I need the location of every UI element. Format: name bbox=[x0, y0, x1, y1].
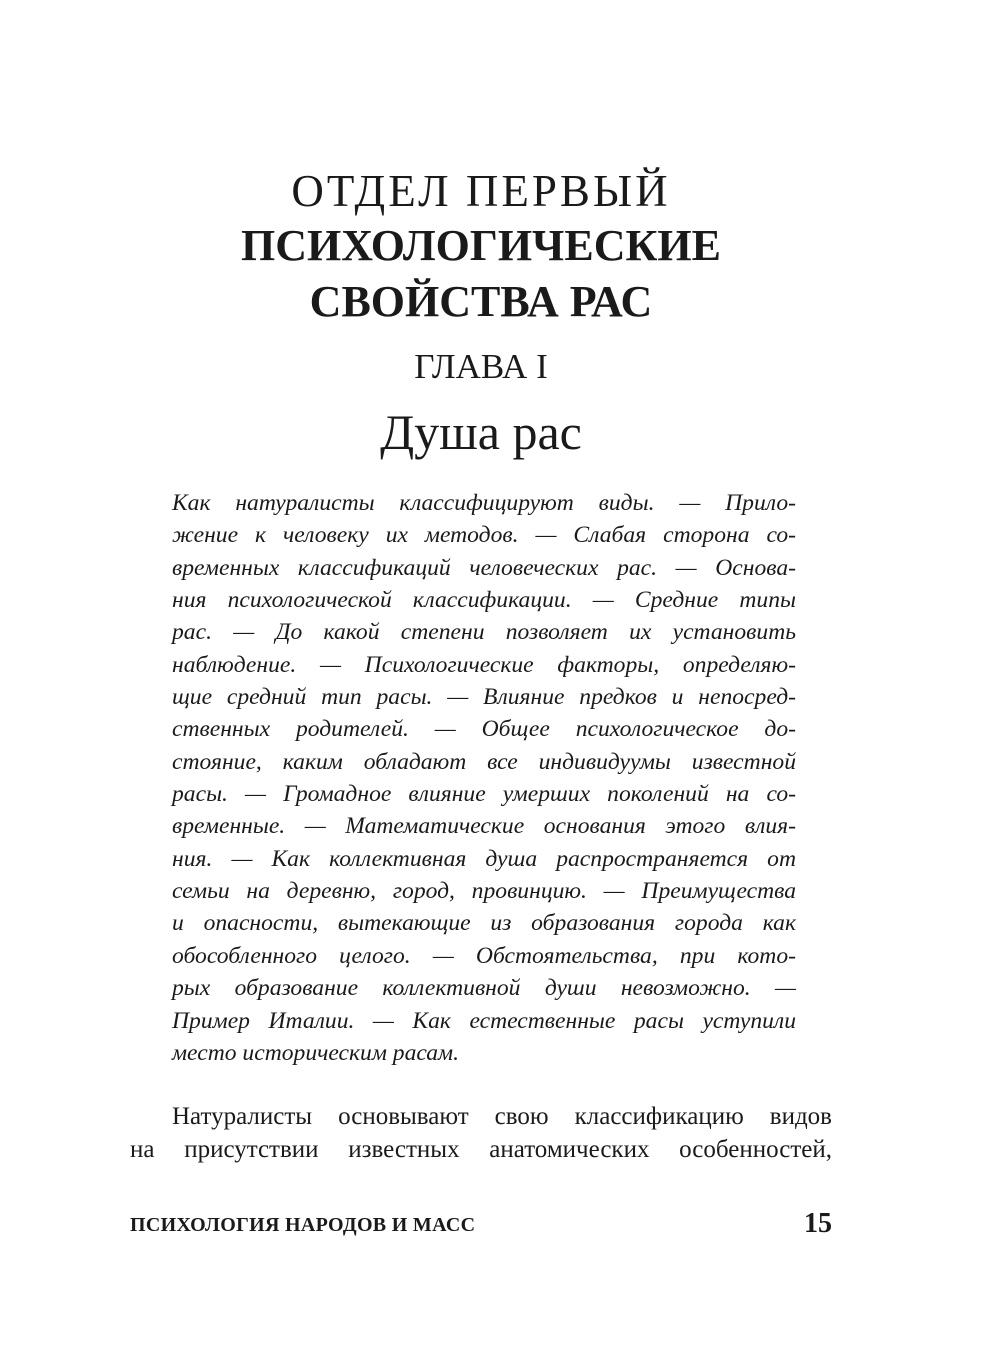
chapter-title: Душа рас bbox=[380, 404, 582, 460]
summary-line: рас. — До какой степени позволяет их установить bbox=[172, 619, 796, 646]
body-line: Натуралисты основывают свою классификацию видов bbox=[172, 1103, 832, 1130]
section-label: ОТДЕЛ ПЕРВЫЙ bbox=[291, 166, 671, 216]
summary-line: жение к человеку их методов. — Слабая сторона со- bbox=[172, 522, 796, 549]
summary-line: ственных родителей. — Общее психологическое до- bbox=[172, 716, 796, 743]
summary-line: стояние, каким обладают все индивидуумы известной bbox=[172, 748, 796, 775]
summary-line: и опасности, вытекающие из образования города как bbox=[172, 910, 796, 937]
summary-line: щие средний тип расы. — Влияние предков и непосред- bbox=[172, 684, 796, 711]
summary-line: семьи на деревню, город, провинцию. — Преимущества bbox=[172, 878, 796, 905]
running-title: ПСИХОЛОГИЯ НАРОДОВ И МАСС bbox=[130, 1214, 476, 1236]
summary-line: временные. — Математические основания этого влия- bbox=[172, 813, 796, 840]
summary-line: расы. — Громадное влияние умерших поколений на со- bbox=[172, 781, 796, 808]
section-title-line: ПСИХОЛОГИЧЕСКИЕ bbox=[241, 221, 721, 270]
summary-line: ния психологической классификации. — Средние типы bbox=[172, 587, 796, 614]
section-title bbox=[130, 218, 832, 330]
body-line: на присутствии известных анатомических особенностей, bbox=[130, 1136, 832, 1163]
summary-line: ния. — Как коллективная душа распространяется от bbox=[172, 845, 796, 872]
chapter-summary bbox=[172, 487, 796, 1069]
summary-line: место историческим расам. bbox=[172, 1039, 460, 1066]
summary-line: Как натуралисты классифицируют виды. — Прило- bbox=[172, 490, 796, 516]
chapter-label: ГЛАВА I bbox=[414, 347, 548, 386]
summary-line: Пример Италии. — Как естественные расы уступили bbox=[172, 1007, 796, 1034]
summary-line: наблюдение. — Психологические факторы, определяю- bbox=[172, 651, 796, 678]
summary-line: временных классификаций человеческих рас. — Основа- bbox=[172, 554, 796, 581]
section-title-line: СВОЙСТВА РАС bbox=[309, 277, 653, 326]
body-paragraph bbox=[130, 1100, 832, 1166]
summary-line: обособленного целого. — Обстоятельства, при кото- bbox=[172, 942, 796, 969]
page-number: 15 bbox=[804, 1208, 832, 1239]
summary-line: рых образование коллективной души невозможно. — bbox=[172, 975, 796, 1002]
page-footer bbox=[130, 1208, 832, 1248]
